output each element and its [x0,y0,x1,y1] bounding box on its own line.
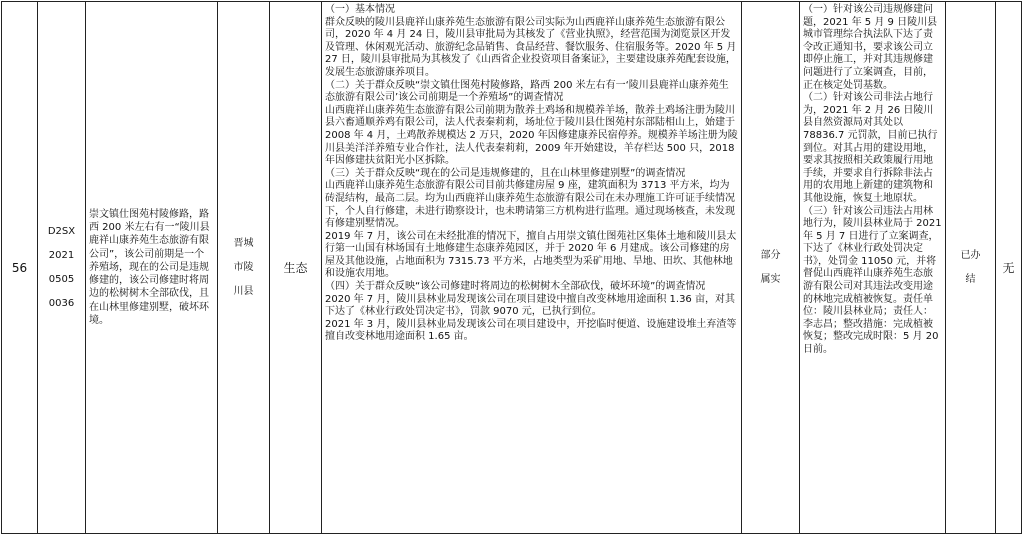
measure-paragraph: （一）针对该公司违规修建问题，2021 年 5 月 9 日陵川县城市管理综合执法队下达了责令改正通知书，要求该公司立即停止施工，并对其违规修建问题进行了立案调查，目前，正在核定处罚基数。 [803,4,938,91]
table-row [2,2,1022,534]
region-line: 川县 [233,285,254,297]
truth-line: 属实 [760,273,781,285]
complaint-content: 崇文镇仕图苑村陵修路，路西 200 米左右有一“陵川县鹿祥山康养苑生态旅游有限公司”，该公司前期是一个养殖场，现在的公司是违规修建的，该公司修建时将周边的松树树木全部砍伐，且在山林里修建别墅，破坏环境。 [86,2,218,534]
findings-paragraph: 山西鹿祥山康养苑生态旅游有限公司目前共修建房屋 9 座，建筑面积为 3713 平方米，均为砖混结构，最高二层。均为山西鹿祥山康养苑生态旅游有限公司在未办理施工许可证手续情况下，个人自行修建，未进行勘察设计，也未聘请第三方机构进行监理。通过现场核查，未发现有修建别墅情况。 [325,180,735,230]
truth-line: 部分 [760,249,781,261]
case-code-line: 0036 [48,297,75,309]
findings-paragraph: 2020 年 7 月，陵川县林业局发现该公司在项目建设中擅自改变林地用途面积 1.36 亩，对其下达了《林业行政处罚决定书》，罚款 9070 元，已执行到位。 [325,293,735,318]
region-line: 晋城 [233,237,254,249]
findings-paragraph: 2021 年 3 月，陵川县林业局发现该公司在项目建设中，开挖临时便道、设施建设堆土弃渣等擅自改变林地用途面积 1.65 亩。 [325,318,737,343]
pollution-category: 生态 [270,2,322,534]
status-line: 结 [965,273,976,285]
case-code-line: D2SX [47,225,76,237]
measure-paragraph: （二）针对该公司非法占地行为，2021 年 2 月 26 日陵川县自然资源局对其处以 78836.7 元罚款，目前已执行到位。对其占用的建设用地，要求其按照相关政策履行用地手续，并要求自行拆除非法占用的农用地上新建的建筑物和其他设施，恢复土地原状。 [803,92,938,204]
truth-status [742,2,800,534]
findings-paragraph: 2019 年 7 月，该公司在未经批准的情况下，擅自占用崇文镇仕图苑社区集体土地和陵川县太行第一山国有林场国有土地修建生态康养苑园区，并于 2020 年 6 月建成。该公司修建的房屋及其他设施，占地面积为 7315.73 平方米，占地类型为采矿用地、旱地、田坎、其他林地和设施农用地。 [325,230,737,280]
completion-status [946,2,996,534]
case-code [38,2,86,534]
status-line: 已办 [960,249,981,261]
measure-paragraph: （三）针对该公司违法占用林地行为，陵川县林业局于 2021 年 5 月 7 日进行了立案调查，下达了《林业行政处罚决定书》，处罚金 11050 元，并将督促山西鹿祥山康养苑生态旅游有限公司对其违法改变用途的林地完成植被恢复。责任单位：陵川县林业局；责任人：李志昌；整改措施：完成植被恢复；整改完成时限：5 月 20 日前。 [803,205,942,356]
case-code-line: 2021 [48,249,75,261]
sequence-number: 56 [2,2,38,534]
findings-paragraph: （三）关于群众反映“现在的公司是违规修建的，且在山林里修建别墅”的调查情况 [325,167,686,179]
findings-paragraph: （四）关于群众反映“该公司修建时将周边的松树树木全部砍伐，破坏环境”的调查情况 [325,281,706,293]
findings-paragraph: 山西鹿祥山康养苑生态旅游有限公司前期为散养土鸡场和规模养羊场，散养土鸡场注册为陵川县六畜通顺养鸡有限公司，法人代表秦莉莉，场址位于陵川县仕图苑村东部陆相山上，始建于 2008 年 4 月，土鸡散养规模达 2 万只，2020 年因修建康养民宿停养。规模养羊场注册为陵川县美洋洋养殖专业合作社，法人代表秦莉莉，2009 年开始建设，羊存栏达 500 只，2018 年因修建扶贫阳光小区拆除。 [325,104,738,167]
region-line: 市陵 [233,261,254,273]
investigation-findings [322,2,742,534]
case-code-line: 0505 [48,273,75,285]
findings-paragraph: 群众反映的陵川县鹿祥山康养苑生态旅游有限公司实际为山西鹿祥山康养苑生态旅游有限公司，2020 年 4 月 24 日，陵川县审批局为其核发了《营业执照》，经营范围为浏览景区开发及管理、休闲观光活动、旅游纪念品销售、食品经营、餐饮服务、住宿服务等。2020 年 5 月 27 日，陵川县审批局为其核发了《山西省企业投资项目备案证》，主要建设康养苑配套设施，发展生态旅游康养项目。 [325,16,737,78]
petition-table [1,1,1022,534]
accountability: 无 [996,2,1022,534]
findings-paragraph: （二）关于群众反映“崇文镇仕图苑村陵修路，路西 200 米左右有一‘陵川县鹿祥山康养苑生态旅游有限公司’该公司前期是一个养殖场”的调查情况 [325,79,729,104]
administrative-region [218,2,270,534]
rectification-measures [800,2,946,534]
findings-paragraph: （一）基本情况 [325,4,395,15]
